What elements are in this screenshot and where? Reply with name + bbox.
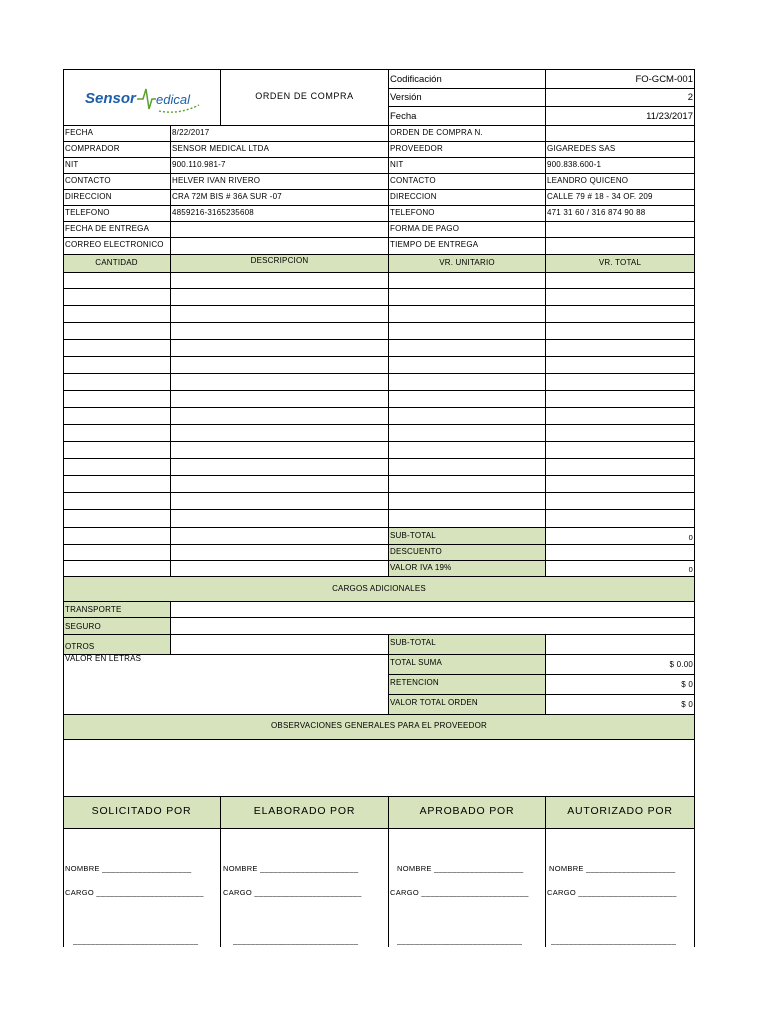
info-value-comprador: SENSOR MEDICAL LTDA [172,145,270,153]
total-suma-label: TOTAL SUMA [390,659,443,667]
iva-value: 0 [688,566,693,574]
retencion-value: $ 0 [681,681,693,689]
info-label-orden-numero: ORDEN DE COMPRA N. [390,129,483,137]
document-title: ORDEN DE COMPRA [255,92,354,101]
info-value-telefono-proveedor: 471 31 60 / 316 874 90 88 [547,209,646,217]
info-value-fecha: 8/22/2017 [172,129,210,137]
firma-line-elaborado: ____________________________ [233,937,359,945]
info-label-telefono-proveedor: TELEFONO [390,209,435,217]
info-label-contacto-proveedor: CONTACTO [390,177,436,185]
valor-total-orden-label: VALOR TOTAL ORDEN [390,699,478,707]
total-suma-value: $ 0.00 [669,661,693,669]
info-label-fecha-entrega: FECHA DE ENTREGA [65,225,150,233]
valor-total-orden-value: $ 0 [681,701,693,709]
cargos-adicionales-title: CARGOS ADICIONALES [332,585,426,593]
column-header-vr-unitario: VR. UNITARIO [439,259,495,267]
firma-line-aprobado: ____________________________ [397,937,523,945]
purchase-order-sheet [63,69,695,947]
info-label-comprador: COMPRADOR [65,145,120,153]
info-label-contacto: CONTACTO [65,177,111,185]
signature-header-solicitado: SOLICITADO POR [91,806,192,817]
fecha-value: 11/23/2017 [646,112,693,122]
info-value-contacto: HELVER IVAN RIVERO [172,177,261,185]
info-label-direccion: DIRECCION [65,193,112,201]
company-logo [69,75,214,119]
info-value-direccion-proveedor: CALLE 79 # 18 - 34 OF. 209 [547,193,653,201]
cargo-line-elaborado: CARGO ________________________ [223,889,362,897]
signature-header-autorizado: AUTORIZADO POR [567,806,673,817]
codificacion-value: FO-GCM-001 [635,75,693,85]
valor-en-letras-label: VALOR EN LETRAS [65,655,142,663]
nombre-line-autorizado: NOMBRE ____________________ [549,865,676,873]
info-label-nit-proveedor: NIT [390,161,404,169]
logo-word-sensor: Sensor [85,90,136,107]
iva-label: VALOR IVA 19% [390,564,452,572]
info-value-direccion: CRA 72M BIS # 36A SUR -07 [172,193,282,201]
info-label-nit: NIT [65,161,79,169]
observaciones-title: OBSERVACIONES GENERALES PARA EL PROVEEDOR [271,722,487,730]
retencion-label: RETENCION [390,679,439,687]
transporte-label: TRANSPORTE [65,606,122,614]
version-label: Versión [390,93,422,103]
subtotal-label: SUB-TOTAL [390,532,436,540]
codificacion-label: Codificación [390,75,442,85]
firma-line-solicitado: ____________________________ [73,937,199,945]
info-label-proveedor: PROVEEDOR [390,145,443,153]
signature-header-elaborado: ELABORADO POR [253,806,356,817]
column-header-descripcion: DESCRIPCION [250,257,309,265]
info-label-correo: CORREO ELECTRONICO [65,241,164,249]
info-label-direccion-proveedor: DIRECCION [390,193,437,201]
info-label-telefono: TELEFONO [65,209,110,217]
info-value-contacto-proveedor: LEANDRO QUICENO [547,177,629,185]
subtotal-value: 0 [688,534,693,542]
otros-label: OTROS [65,643,95,651]
seguro-label: SEGURO [65,623,101,631]
version-value: 2 [687,93,693,103]
info-label-forma-pago: FORMA DE PAGO [390,225,460,233]
signature-header-aprobado: APROBADO POR [419,806,515,817]
cargos-subtotal-label: SUB-TOTAL [390,639,436,647]
column-header-cantidad: CANTIDAD [95,259,138,267]
nombre-line-solicitado: NOMBRE ____________________ [65,865,192,873]
info-value-nit: 900.110.981-7 [172,161,226,169]
firma-line-autorizado: ____________________________ [551,937,677,945]
descuento-label: DESCUENTO [390,548,442,556]
nombre-line-elaborado: NOMBRE ______________________ [223,865,359,873]
column-header-vr-total: VR. TOTAL [598,259,642,267]
cargo-line-aprobado: CARGO ________________________ [390,889,529,897]
cargo-line-autorizado: CARGO ______________________ [547,889,677,897]
fecha-label: Fecha [390,112,417,122]
logo-word-medical: edical [156,92,190,107]
cargo-line-solicitado: CARGO ________________________ [65,889,204,897]
info-label-fecha: FECHA [65,129,94,137]
info-value-telefono: 4859216-3165235608 [172,209,254,217]
info-value-nit-proveedor: 900.838.600-1 [547,161,602,169]
info-value-proveedor: GIGAREDES SAS [547,145,616,153]
info-label-tiempo-entrega: TIEMPO DE ENTREGA [390,241,479,249]
nombre-line-aprobado: NOMBRE ____________________ [397,865,524,873]
